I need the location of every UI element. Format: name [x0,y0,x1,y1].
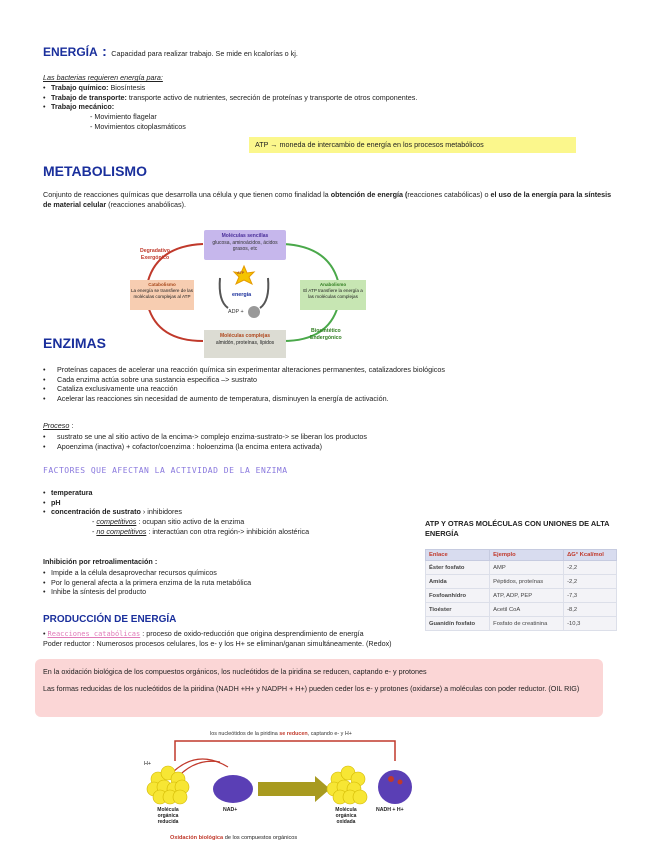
factores-list [43,488,403,517]
table-header: ΔG° Kcal/mol [564,550,617,561]
proton-label: H+ [144,761,152,767]
enzimas-list [43,365,623,403]
metabolismo-definition: Conjunto de reacciones químicas que desarrolla una célula y que tienen como finalidad la obtención de energía (reacciones catabólicas) o el uso de la energía para la síntesis de material celular (reacciones anabólicas). [43,190,612,209]
list-item: • Trabajo químico: Biosíntesis [43,83,623,93]
list-item: • sustrato se une al sitio activo de la encima-> complejo enzima-sustrato-> se liberan los productos [43,432,623,442]
fig-top-caption: los nucleótidos de la piridina se reducen, captando e- y H+ [210,731,352,737]
atp-star-label: ATP [237,271,245,275]
atp-star-icon [234,266,254,284]
energia-heading [43,43,298,61]
atp-table [425,549,617,631]
anabolism-box: Anabolismo El ATP transfiere la energía a las moléculas complejas [300,280,366,310]
callout-paragraph: En la oxidación biológica de los compuestos orgánicos, los nucleótidos de la piridina se reducen, captando e- y protones [43,667,427,676]
electron-dot [388,776,394,782]
list-item: • Por lo general afecta a la primera enzima de la ruta metabólica [43,578,403,588]
list-item: • Cada enzima actúa sobre una sustancia especifica –> sustrato [43,375,623,385]
mechanical-sub-2: - Movimientos citoplasmáticos [90,122,186,131]
atp-cycle-left [220,278,228,308]
list-item: • Acelerar las reacciones sin necesidad de aumento de temperatura, disminuyen la energía de activación. [43,394,623,404]
reaction-arrow-icon [258,776,330,802]
table-row: Tioéster Acetil CoA -8,2 [426,603,617,617]
atp-highlight-note: ATP → moneda de intercambio de energía en los procesos metabólicos [249,137,576,153]
factores-heading: FACTORES QUE AFECTAN LA ACTIVIDAD DE LA ENZIMA [43,466,288,475]
energia-work-list [43,83,623,112]
simple-molecules-box: Moléculas sencillas glucosa, aminoácidos, ácidos grasos, etc [204,230,286,260]
oxidation-callout [35,659,603,717]
energia-title: ENERGÍA [43,45,98,59]
table-row: Éster fosfato AMP -2,2 [426,561,617,575]
anabolic-arrow-top [283,244,338,281]
list-item: • Proteínas capaces de acelerar una reacción química sin experimentar alteraciones permanentes, catalizadores biológicos [43,365,623,375]
poder-reductor-line: Poder reductor : Numerosos procesos celulares, los e- y los H+ se eliminan/ganan simultáneamente. (Redox) [43,639,392,648]
proceso-heading: Proceso : [43,421,74,430]
energia-colon: : [102,43,107,59]
energia-definition: Capacidad para realizar trabajo. Se mide en kcalorías o kj. [111,49,298,58]
oxidation-svg [140,727,440,845]
produccion-title: PRODUCCIÓN DE ENERGÍA [43,614,177,625]
catabolic-arrow-bottom [148,306,203,341]
energia-requires-label: Las bacterias requieren energía para: [43,73,163,82]
biosynthetic-label: Biosintético Endergónico [310,328,342,341]
oxidized-molecule-label: Molécula orgánica oxidada [335,807,357,825]
inhib-no-competitivos: - no competitivos : interactúan con otra región-> inhibición alostérica [92,527,310,536]
list-item: • Apoenzima (inactiva) + cofactor/coenzima : holoenzima (la encima entera activada) [43,442,623,452]
adp-label: ADP + [228,309,244,315]
proceso-list [43,432,623,451]
atp-cycle-right [260,278,268,308]
inhib-competitivos: - competitivos : ocupan sitio activo de la enzima [92,517,245,526]
oxidized-molecule-icon [327,766,367,804]
nad-label: NAD+ [223,807,238,813]
table-row: Guanidín fosfato Fosfato de creatinina -10,3 [426,617,617,631]
reacciones-line: • Reacciones catabólicas : proceso de oxido-reducción que origina desprendimiento de energía [43,629,364,638]
list-item: • temperatura [43,488,403,498]
table-header: Enlace [426,550,490,561]
list-item: • Trabajo mecánico: [43,102,623,112]
enzimas-title: ENZIMAS [43,335,106,351]
table-header: Ejemplo [490,550,564,561]
energy-label: energía [232,292,252,298]
list-item: • concentración de sustrato › inhibidores [43,507,403,517]
complex-molecules-box: Moléculas complejas almidón, proteínas, lípidos [204,330,286,358]
metabolismo-title: METABOLISMO [43,163,147,179]
list-item: • Inhibe la síntesis del producto [43,587,403,597]
retro-list [43,568,403,597]
phosphate-icon [248,306,260,318]
nad-icon [213,775,253,803]
mechanical-sub-1: - Movimiento flagelar [90,112,157,121]
callout-paragraph: Las formas reducidas de los nucleótidos de la piridina (NADH +H+ y NADPH + H+) pueden ceder los e- y protones (oxidarse) a moléculas con poder reductor. (OIL RIG) [43,683,580,693]
table-row: Amida Péptidos, proteínas -2,2 [426,575,617,589]
table-header-row [426,550,617,561]
list-item: • pH [43,498,403,508]
metabolism-diagram [128,226,368,360]
degradative-label: Degradativo Exergónico [140,248,170,261]
list-item: • Trabajo de transporte: transporte activo de nutrientes, secreción de proteínas y transporte de otros componentes. [43,93,623,103]
nadh-icon [378,770,412,804]
reduced-molecule-label: Molécula orgánica reducida [157,807,179,825]
retro-heading: Inhibición por retroalimentación : [43,557,158,566]
top-bracket [175,741,395,761]
catabolism-box: Catabolismo La energía se transfiere de las moléculas complejas al ATP [130,280,194,310]
list-item: • Cataliza exclusivamente una reacción [43,384,623,394]
electron-dot [398,780,403,785]
nadh-label: NADH + H+ [376,807,404,813]
fig-bottom-caption: Oxidación biológica de los compuestos orgánicos [170,835,298,841]
table-row: Fosfoanhídro ATP, ADP, PEP -7,3 [426,589,617,603]
list-item: • Impide a la célula desaprovechar recursos químicos [43,568,403,578]
atp-table-title: ATP Y OTRAS MOLÉCULAS CON UNIONES DE ALTA ENERGÍA [425,519,610,538]
oxidation-figure [140,727,440,845]
